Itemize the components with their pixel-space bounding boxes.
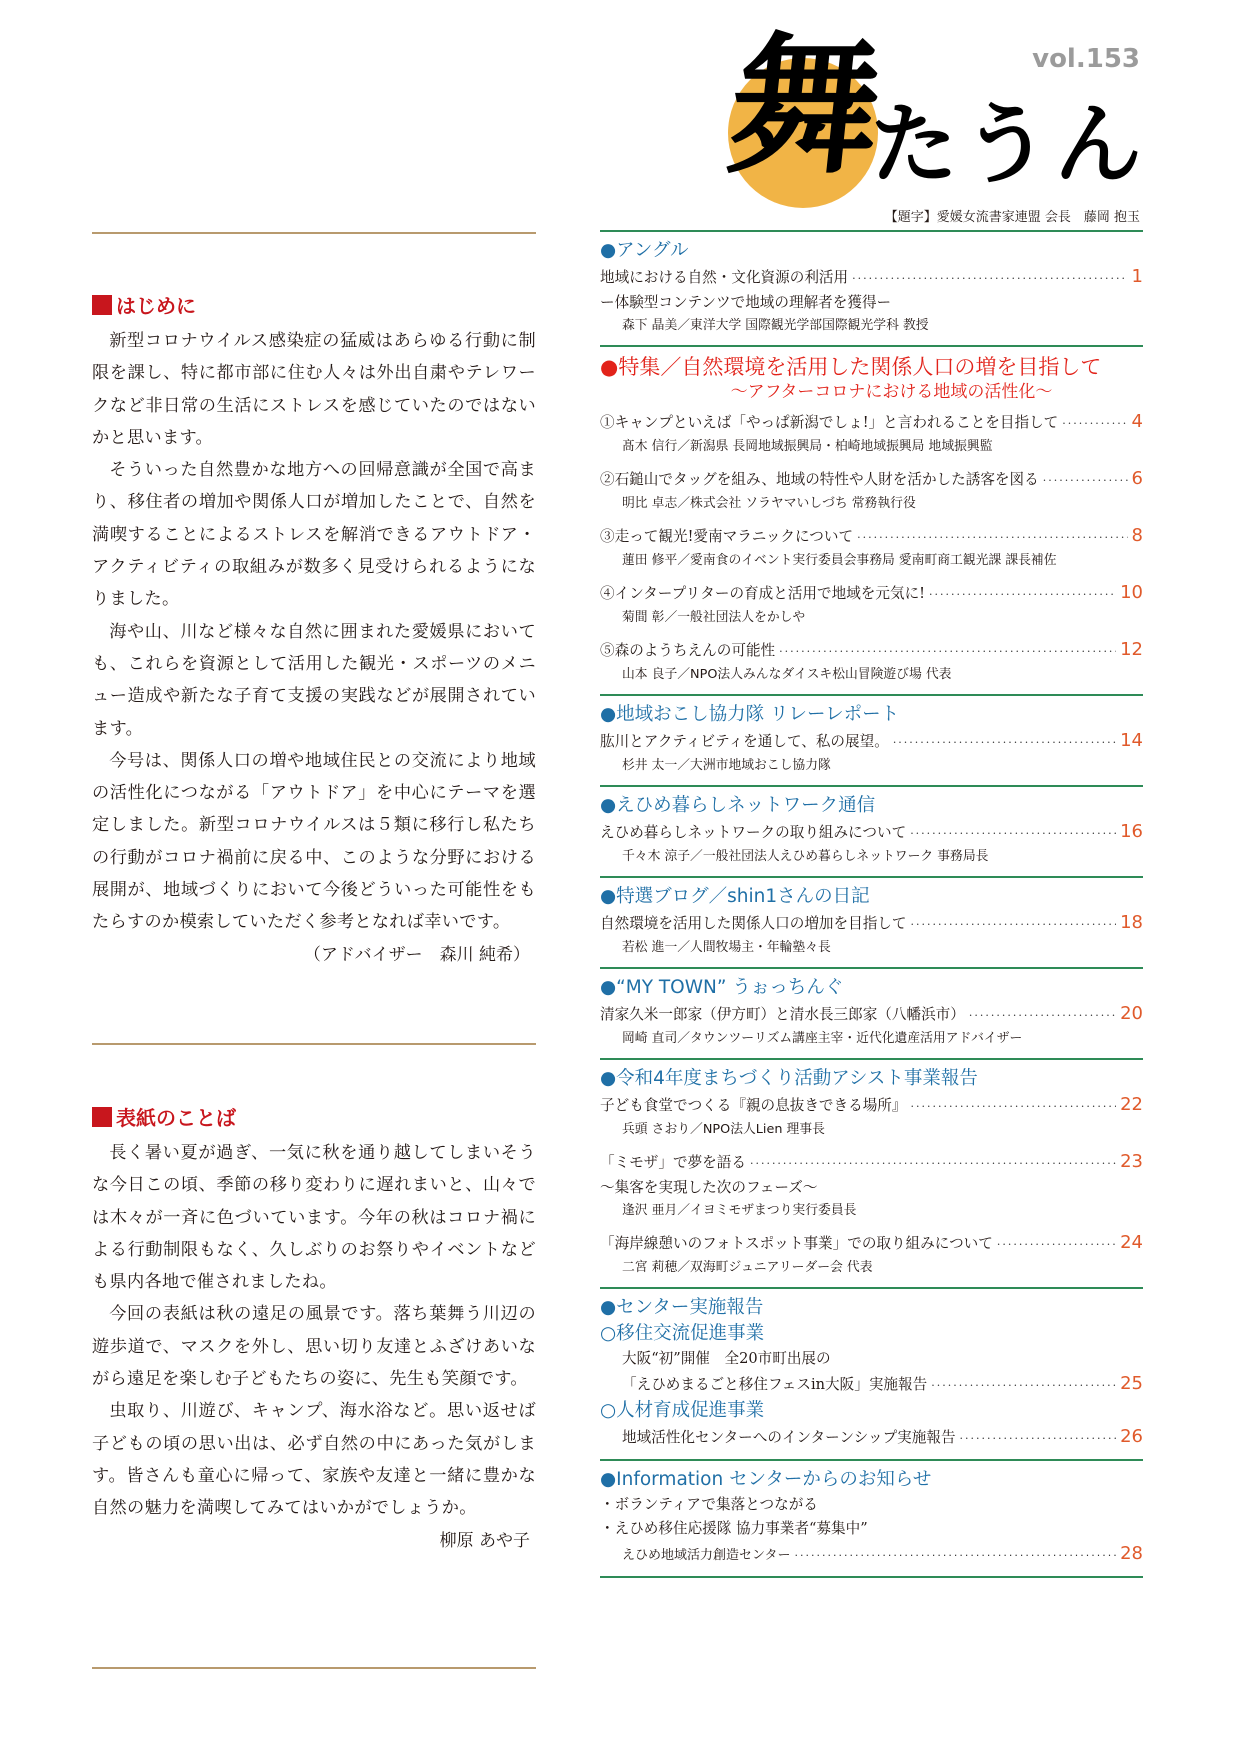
entry-subtitle: ～集客を実現した次のフェーズ～ (600, 1179, 818, 1196)
toc-section-center (600, 1289, 1143, 1459)
logo-first-char: 舞 (720, 19, 890, 195)
page-number: 24 (1120, 1232, 1143, 1253)
dot-leader (779, 639, 1116, 664)
dot-leader (750, 1151, 1116, 1176)
dot-leader (910, 821, 1116, 846)
cover-paragraph: 虫取り、川遊び、キャンプ、海水浴など。思い返せば子どもの頃の思い出は、必ず自然の中にあった気がします。皆さんも童心に帰って、家族や友達と一緒に豊かな自然の魅力を満喫してみてはいかがでしょうか。 (92, 1401, 536, 1519)
entry-title: ③走って観光!愛南マラニックについて (600, 528, 854, 545)
toc-section-info (600, 1461, 1143, 1576)
entry-author: 岡崎 直司／タウンツーリズム講座主宰・近代化遺産活用アドバイザー (622, 1031, 1023, 1046)
entry-title-line: 大阪“初”開催 全20市町出展の (622, 1350, 831, 1367)
dot-leader (931, 1373, 1116, 1398)
entry-title: 「海岸線憩いのフォトスポット事業」での取り組みについて (600, 1235, 993, 1252)
entry-title: ⑤森のようちえんの可能性 (600, 642, 776, 659)
toc-entry[interactable] (600, 1371, 1143, 1398)
toc-entry[interactable] (600, 1149, 1143, 1176)
page-number: 1 (1131, 266, 1143, 287)
toc-entry[interactable] (600, 580, 1143, 607)
table-of-contents (600, 230, 1143, 1578)
subsection-heading: ○移住交流促進事業 (600, 1323, 765, 1344)
dot-leader (794, 1543, 1116, 1568)
toc-section-mytown (600, 969, 1143, 1058)
entry-title: 地域における自然・文化資源の利活用 (600, 269, 849, 286)
volume-number: vol.153 (1032, 44, 1140, 74)
info-line: ・ボランティアで集落とつながる (600, 1496, 818, 1513)
intro-paragraph: 新型コロナウイルス感染症の猛威はあらゆる行動に制限を課し、特に都市部に住む人々は外出自粛やテレワークなど非日常の生活にストレスを感じていたのではないかと思います。 (92, 331, 536, 448)
divider (600, 1576, 1143, 1578)
entry-title: えひめ暮らしネットワークの取り組みについて (600, 824, 907, 841)
entry-title: 清家久米一郎家（伊方町）と清水長三郎家（八幡浜市） (600, 1006, 965, 1023)
dot-leader (910, 1094, 1116, 1119)
square-bullet-icon (92, 295, 112, 315)
dot-leader (960, 1426, 1117, 1451)
intro-heading (92, 290, 536, 319)
toc-section-feature (600, 347, 1143, 694)
entry-title: 「ミモザ」で夢を語る (600, 1154, 746, 1171)
dot-leader (1043, 468, 1128, 493)
dot-leader (910, 912, 1116, 937)
section-heading: ●令和4年度まちづくり活動アシスト事業報告 (600, 1068, 978, 1089)
toc-section-relay (600, 696, 1143, 785)
subsection-heading: ○人材育成促進事業 (600, 1400, 765, 1421)
toc-entry[interactable] (600, 1230, 1143, 1257)
entry-author: 明比 卓志／株式会社 ソラヤマいしづち 常務執行役 (622, 496, 916, 511)
entry-author: えひめ地域活力創造センター (622, 1548, 791, 1563)
dot-leader (997, 1232, 1116, 1257)
toc-section-angle (600, 232, 1143, 345)
dot-leader (929, 582, 1116, 607)
entry-title: 自然環境を活用した関係人口の増加を目指して (600, 915, 907, 932)
toc-entry[interactable] (600, 1001, 1143, 1028)
calligraphy-credit: 【題字】愛媛女流書家連盟 会長 藤岡 抱玉 (884, 210, 1140, 225)
toc-section-blog (600, 878, 1143, 967)
section-heading: ●“MY TOWN” うぉっちんぐ (600, 977, 844, 998)
intro-signature: （アドバイザー 森川 純希） (303, 944, 530, 965)
entry-author: 二宮 莉穂／双海町ジュニアリーダー会 代表 (622, 1260, 873, 1275)
section-heading: ●Information センターからのお知らせ (600, 1469, 932, 1490)
toc-section-network (600, 787, 1143, 876)
page-number: 6 (1131, 468, 1143, 489)
entry-title: 地域活性化センターへのインターンシップ実施報告 (622, 1429, 956, 1446)
entry-subtitle: ー体験型コンテンツで地域の理解者を獲得ー (600, 294, 892, 311)
entry-author: 逢沢 亜月／イヨミモザまつり実行委員長 (622, 1203, 857, 1218)
section-heading: ●地域おこし協力隊 リレーレポート (600, 704, 900, 725)
entry-author: 蓮田 修平／愛南食のイベント実行委員会事務局 愛南町商工観光課 課長補佐 (622, 553, 1057, 568)
toc-entry[interactable] (600, 1424, 1143, 1451)
toc-section-assist (600, 1060, 1143, 1287)
page-number: 16 (1120, 821, 1143, 842)
divider (92, 1043, 536, 1045)
toc-entry[interactable] (600, 819, 1143, 846)
page-number: 22 (1120, 1094, 1143, 1115)
intro-section (92, 290, 536, 971)
cover-paragraph: 今回の表紙は秋の遠足の風景です。落ち葉舞う川辺の遊歩道で、マスクを外し、思い切り友達とふざけあいながら遠足を楽しむ子どもたちの姿に、先生も笑顔です。 (92, 1304, 536, 1390)
page-number: 14 (1120, 730, 1143, 751)
section-heading: ●センター実施報告 (600, 1297, 764, 1318)
cover-heading (92, 1102, 536, 1131)
entry-title: 「えひめまるごと移住フェスin大阪」実施報告 (622, 1376, 928, 1393)
logo-rest-chars: たうん (870, 92, 1147, 196)
feature-heading: ●特集／自然環境を活用した関係人口の増を目指して (600, 355, 1102, 379)
toc-entry[interactable] (600, 264, 1143, 291)
entry-author: 山本 良子／NPO法人みんなダイスキ松山冒険遊び場 代表 (622, 667, 952, 682)
page-number: 18 (1120, 912, 1143, 933)
entry-title: 肱川とアクティビティを通して、私の展望。 (600, 733, 889, 750)
toc-entry[interactable] (600, 910, 1143, 937)
section-heading: ●特選ブログ／shin1さんの日記 (600, 886, 870, 907)
page-number: 28 (1120, 1543, 1143, 1564)
cover-section (92, 1102, 536, 1557)
divider (92, 232, 536, 234)
section-heading: ●アングル (600, 240, 689, 261)
entry-title: ②石鎚山でタッグを組み、地域の特性や人財を活かした誘客を図る (600, 471, 1039, 488)
dot-leader (1062, 411, 1127, 436)
feature-subheading: ～アフターコロナにおける地域の活性化～ (730, 382, 1053, 402)
cover-heading-text: 表紙のことば (116, 1106, 236, 1130)
entry-author: 森下 晶美／東洋大学 国際観光学部国際観光学科 教授 (622, 318, 929, 333)
intro-paragraph: 海や山、川など様々な自然に囲まれた愛媛県においても、これらを資源として活用した観光・スポーツのメニュー造成や新たな子育て支援の実践などが展開されています。 (92, 621, 536, 739)
entry-author: 若松 進一／人間牧場主・年輪塾々長 (622, 940, 831, 955)
toc-entry[interactable] (600, 409, 1143, 436)
entry-title: ①キャンプといえば「やっぱ新潟でしょ!」と言われることを目指して (600, 414, 1059, 431)
toc-entry[interactable] (600, 466, 1143, 493)
info-line: ・えひめ移住応援隊 協力事業者“募集中” (600, 1520, 868, 1537)
divider (92, 1667, 536, 1669)
cover-paragraph: 長く暑い夏が過ぎ、一気に秋を通り越してしまいそうな今日この頃、季節の移り変わりに遅れまいと、山々では木々が一斉に色づいています。今年の秋はコロナ禍による行動制限もなく、久しぶりのお祭りやイベントなども県内各地で催されましたね。 (92, 1143, 536, 1293)
toc-entry[interactable] (600, 637, 1143, 664)
page-number: 10 (1120, 582, 1143, 603)
page-number: 8 (1131, 525, 1143, 546)
cover-signature: 柳原 あや子 (439, 1530, 530, 1551)
dot-leader (969, 1003, 1116, 1028)
square-bullet-icon (92, 1107, 112, 1127)
entry-title: 子ども食堂でつくる『親の息抜きできる場所』 (600, 1097, 907, 1114)
page-number: 4 (1131, 411, 1143, 432)
intro-paragraph: そういった自然豊かな地方への回帰意識が全国で高まり、移住者の増加や関係人口が増加したことで、自然を満喫することによるストレスを解消できるアウトドア・アクティビティの取組みが数多く見受けられるようになりました。 (92, 460, 536, 610)
toc-entry[interactable] (600, 1092, 1143, 1119)
page-number: 12 (1120, 639, 1143, 660)
dot-leader (893, 730, 1116, 755)
entry-author: 千々木 涼子／一般社団法人えひめ暮らしネットワーク 事務局長 (622, 849, 989, 864)
page-number: 26 (1120, 1426, 1143, 1447)
masthead (700, 19, 1160, 230)
toc-entry[interactable] (600, 1541, 1143, 1568)
page-number: 23 (1120, 1151, 1143, 1172)
dot-leader (852, 266, 1127, 291)
section-heading: ●えひめ暮らしネットワーク通信 (600, 795, 876, 816)
page-number: 25 (1120, 1373, 1143, 1394)
toc-entry[interactable] (600, 728, 1143, 755)
intro-paragraph: 今号は、関係人口の増や地域住民との交流により地域の活性化につながる「アウトドア」を中心にテーマを選定しました。新型コロナウイルスは５類に移行し私たちの行動がコロナ禍前に戻る中、このような分野における展開が、地域づくりにおいて今後どういった可能性をもたらすのか模索していただく参考となれば幸いです。 (92, 750, 536, 933)
dot-leader (857, 525, 1127, 550)
entry-author: 菊間 彰／一般社団法人をかしや (622, 610, 806, 625)
entry-author: 髙木 信行／新潟県 長岡地域振興局・柏崎地域振興局 地域振興監 (622, 439, 993, 454)
page-number: 20 (1120, 1003, 1143, 1024)
entry-author: 兵頭 さおり／NPO法人Lien 理事長 (622, 1122, 825, 1137)
entry-title: ④インタープリターの育成と活用で地域を元気に! (600, 585, 926, 602)
intro-heading-text: はじめに (116, 294, 196, 318)
entry-author: 杉井 太一／大洲市地域おこし協力隊 (622, 758, 831, 773)
toc-entry[interactable] (600, 523, 1143, 550)
